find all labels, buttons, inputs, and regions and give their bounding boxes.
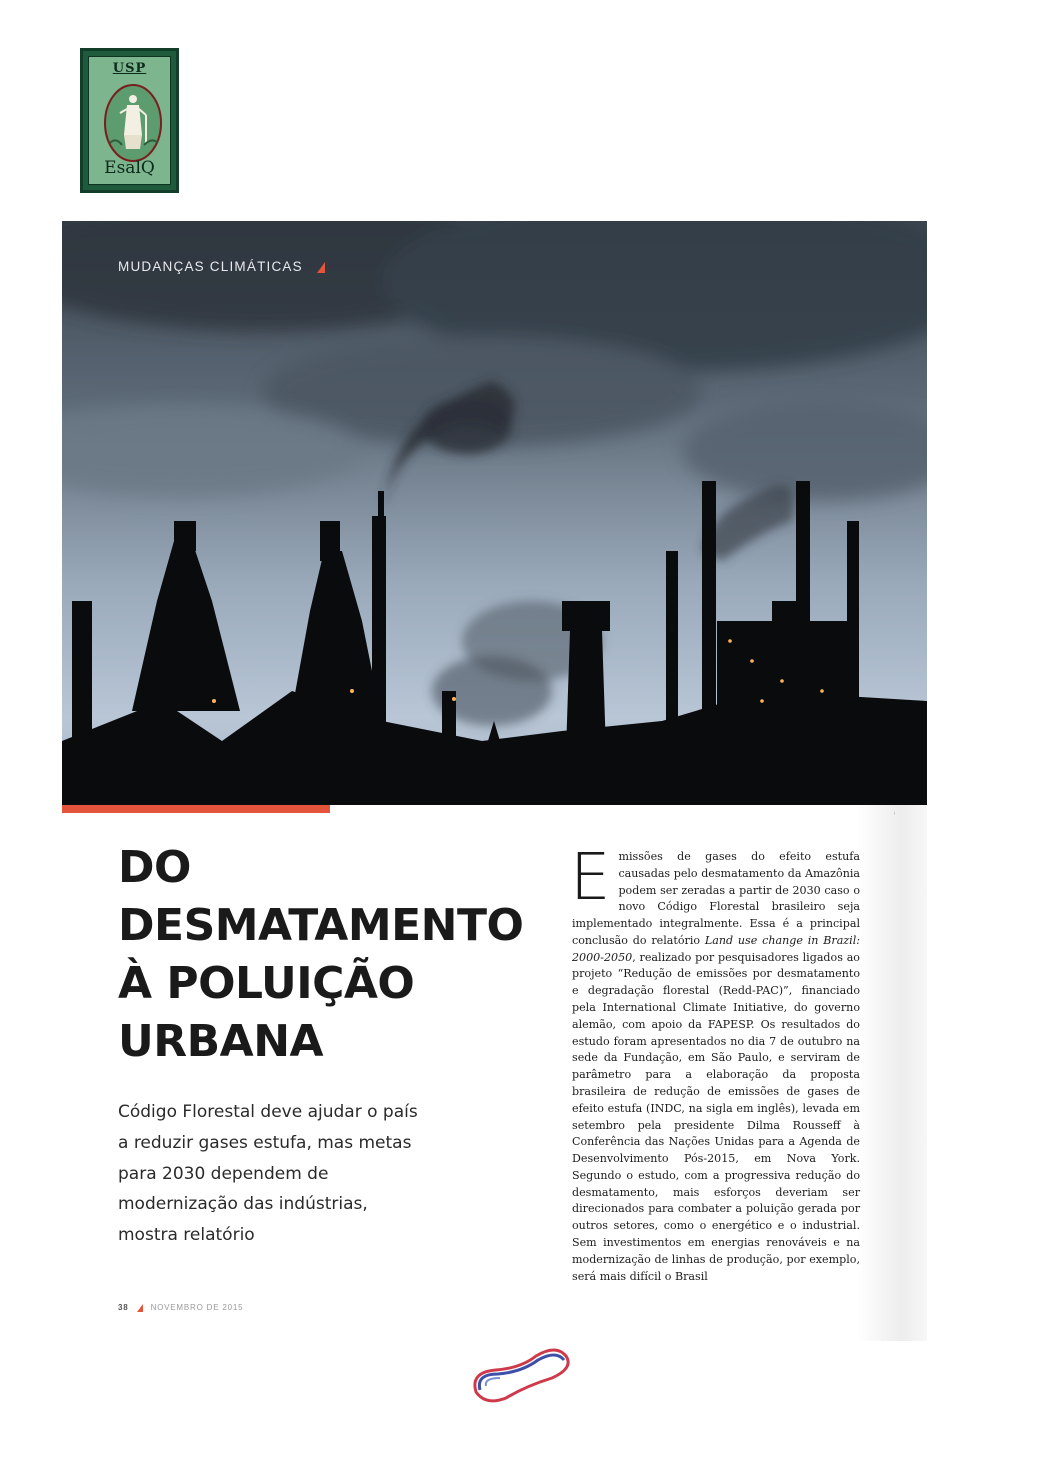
headline [118, 839, 558, 1071]
corner-mark: ⁱ [894, 811, 896, 819]
page-footer [118, 1303, 243, 1312]
logo-usp-text: USP [112, 61, 147, 76]
footer-flag-icon [136, 1304, 144, 1312]
industrial-skyline-photo [62, 221, 927, 805]
subtitle: Código Florestal deve ajudar o país a reduzir gases estufa, mas metas para 2030 dependem de modernização das indústrias, mostra relatório [118, 1102, 418, 1246]
headline-line: DO [118, 842, 191, 893]
body-text-part: missões de gases do efeito estufa causadas pelo desmatamento da Amazônia podem ser zeradas a partir de 2030 caso o novo Código Florestal brasileiro seja implementado integralmente. Essa é a principal conclusão do relatório [572, 850, 860, 947]
accent-bar [62, 805, 330, 813]
article-body [570, 841, 860, 1285]
esalq-logo [80, 48, 179, 193]
magazine-page [62, 221, 927, 1341]
logo-esalq-text: EsalQ [104, 158, 155, 178]
headline-line: À POLUIÇÃO [118, 958, 415, 1009]
drop-cap: E [570, 841, 611, 915]
issue-date: NOVEMBRO DE 2015 [150, 1303, 244, 1312]
body-text-part: , realizado por pesquisadores ligados ao projeto “Redução de emissões por desmatamento e degradação florestal (Redd-PAC)”, financiado pela International Climate Initiative, do governo alemão, com apoio da FAPESP. Os resultados do estudo foram apresentados no dia 7 de outubro na sede da Fundação, em São Paulo, e serviram de parâmetro para a elaboração da proposta brasileira de redução de emissões de gases de efeito estufa (INDC, na sigla em inglês), levada em setembro pela presidente Dilma Rousseff à Conferência das Nações Unidas para a Agenda de Desenvolvimento Pós-2015, em Nova York. Segundo o estudo, com a progressiva redução do desmatamento, mais esforços deveriam ser direcionados para combater a poluição gerada por outros setores, como o energético e o industrial. Sem investimentos em energias renováveis e na modernização de linhas de produção, por exemplo, será mais difícil o Brasil [572, 950, 860, 1283]
headline-line: DESMATAMENTO [118, 900, 524, 951]
report-title: Land use change in Brazil: 2000-2050 [572, 933, 860, 964]
fapesp-loop-logo [466, 1342, 576, 1408]
page-number: 38 [118, 1303, 129, 1312]
section-flag-icon [314, 261, 326, 273]
section-label: MUDANÇAS CLIMÁTICAS [118, 259, 303, 274]
logo-panel [88, 56, 171, 185]
headline-line: URBANA [118, 1016, 324, 1067]
logo-figure-emblem [102, 83, 164, 165]
